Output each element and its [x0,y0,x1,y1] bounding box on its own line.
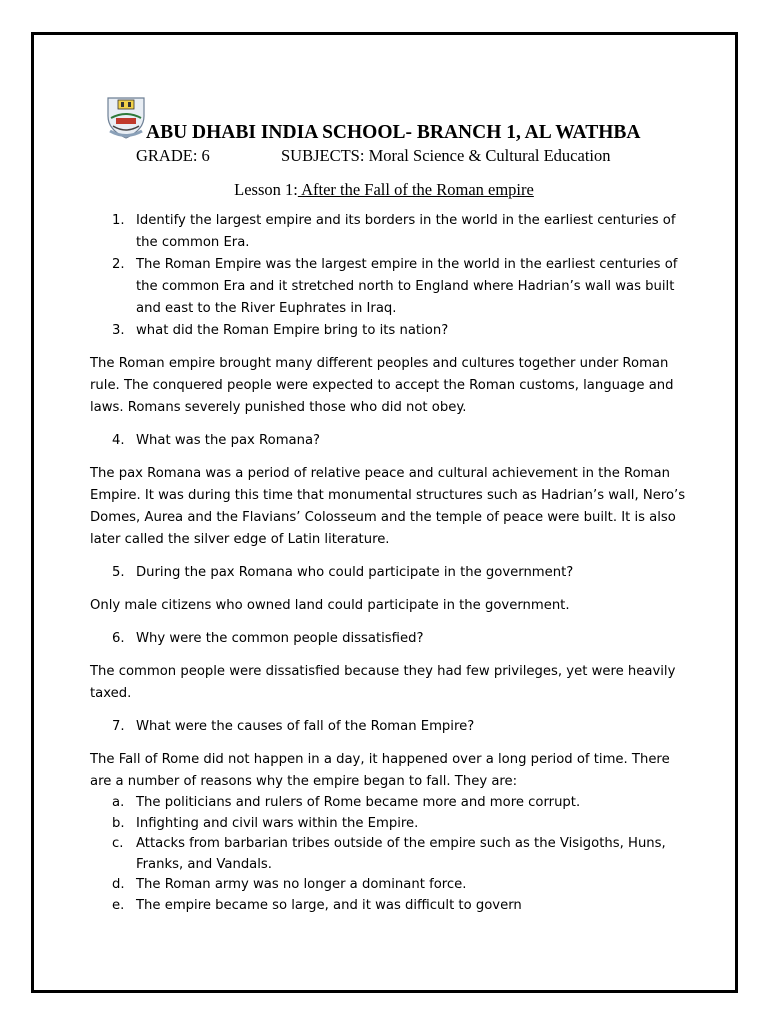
answer-5-paragraph: Only male citizens who owned land could participate in the government. [90,598,570,613]
item-letter: e. [112,897,125,913]
item-text: During the pax Romana who could participate in the government? [136,565,574,580]
school-name: ABU DHABI INDIA SCHOOL- BRANCH 1, AL WATHBA [146,122,641,143]
answer-3-paragraph: The Roman empire brought many different peoples and cultures together under Roman rule. The conquered people were expected to accept the Roman customs, language and laws. Romans severely punished those who did not obey. [90,356,674,415]
item-number: 2. [112,257,125,272]
lesson-prefix: Lesson 1: [234,180,298,199]
item-letter: a. [112,795,125,810]
item-number: 3. [112,323,125,338]
cause-a [90,793,690,814]
answer-4-paragraph: The pax Romana was a period of relative peace and cultural achievement in the Roman Empire. It was during this time that monumental structures such as Hadrian’s wall, Nero’s Domes, Aurea and the Flavians’ Colosseum and the temple of peace were built. It is also later called the silver edge of Latin literature. [90,466,686,547]
item-text: what did the Roman Empire bring to its nation? [136,323,449,338]
item-text: What was the pax Romana? [136,433,321,448]
item-number: 7. [112,719,125,734]
school-crest-icon [104,96,148,140]
cause-d [90,875,690,896]
question-3 [90,320,690,342]
item-text: What were the causes of fall of the Roman Empire? [136,719,475,734]
question-4 [90,430,690,452]
item-text: Why were the common people dissatisfied? [136,631,424,646]
item-letter: d. [112,877,125,892]
item-text: Infighting and civil wars within the Empire. [136,815,419,831]
item-number: 1. [112,213,125,228]
lesson-title: After the Fall of the Roman empire [297,180,534,199]
answer-2 [90,254,690,320]
cause-b [90,814,690,835]
cause-e [90,896,690,917]
question-5 [90,562,690,584]
question-7 [90,716,690,738]
question-1 [90,210,690,254]
subjects-label: SUBJECTS: Moral Science & Cultural Education [281,146,611,165]
item-letter: b. [112,815,125,831]
item-text: The Roman army was no longer a dominant force. [136,877,467,892]
question-6 [90,628,690,650]
cause-c [90,834,690,875]
item-number: 4. [112,433,125,448]
worksheet-content [90,210,690,916]
item-text: The Roman Empire was the largest empire in the world in the earliest centuries of the common Era and it stretched north to England where Hadrian’s wall was built and east to the River Euphrates in Iraq. [136,257,678,316]
item-number: 6. [112,631,125,646]
grade-label: GRADE: 6 [136,146,210,165]
item-text: Identify the largest empire and its borders in the world in the earliest centuries of the common Era. [136,213,676,250]
lesson-heading [0,180,768,200]
answer-7-paragraph: The Fall of Rome did not happen in a day, it happened over a long period of time. There are a number of reasons why the empire began to fall. They are: [90,752,670,789]
answer-6-paragraph: The common people were dissatisfied because they had few privileges, yet were heavily taxed. [90,664,676,701]
item-text: The politicians and rulers of Rome became more and more corrupt. [136,795,581,810]
item-number: 5. [112,565,125,580]
item-text: Attacks from barbarian tribes outside of the empire such as the Visigoths, Huns, Franks, and Vandals. [136,836,666,872]
item-text: The empire became so large, and it was difficult to govern [136,897,522,913]
item-letter: c. [112,836,124,851]
